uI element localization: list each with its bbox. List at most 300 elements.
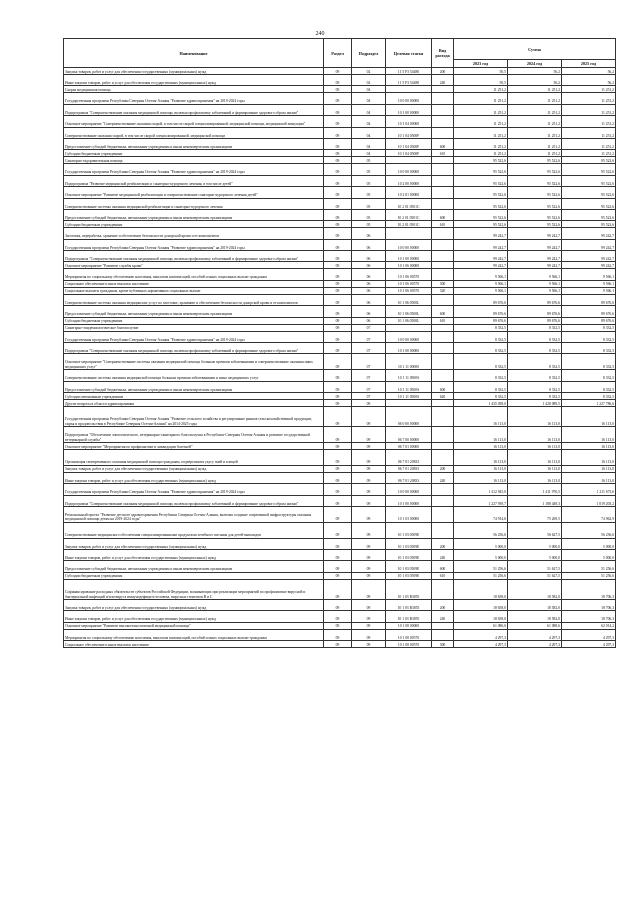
row-name: Социальное обеспечение и иные выплаты населению [64, 641, 324, 648]
row-sum-2025: 8 332,5 [562, 324, 616, 331]
row-sum-2024: 8 332,5 [508, 381, 562, 392]
row-sum-2024: 56 627,5 [508, 522, 562, 538]
row-sum-2024: 16 113,0 [508, 427, 562, 443]
row-sum-2025: 5 000,0 [562, 538, 616, 549]
row-subsection: 06 [352, 287, 386, 294]
col-header-subsection: Подраздел [352, 39, 386, 68]
row-target: 06 7 01 20833 [386, 465, 432, 472]
row-expense-type [432, 104, 454, 115]
row-subsection: 05 [352, 221, 386, 228]
row-target: 10 0 00 00000 [386, 93, 432, 104]
row-target: 10 1 00 00000 [386, 495, 432, 506]
row-sum-2023: 95 522,6 [454, 198, 508, 209]
table-row [64, 127, 616, 138]
row-sum-2024: 5 000,0 [508, 549, 562, 560]
row-sum-2024: 11 251,2 [508, 116, 562, 127]
row-expense-type [432, 269, 454, 280]
row-target: 10 1 08 00570 [386, 641, 432, 648]
row-subsection: 09 [352, 400, 386, 407]
row-section: 09 [324, 599, 352, 610]
row-subsection: 06 [352, 251, 386, 262]
table-row [64, 579, 616, 599]
table-row [64, 506, 616, 522]
row-expense-type [432, 93, 454, 104]
row-expense-type [432, 629, 454, 640]
row-expense-type [432, 294, 454, 305]
row-name: Совершенствование системы оказания медицинской реабилитации и санаторно-курортного лечения [64, 198, 324, 209]
table-row [64, 449, 616, 465]
row-sum-2025: 89 676,6 [562, 317, 616, 324]
row-expense-type [432, 175, 454, 186]
row-subsection: 07 [352, 370, 386, 381]
row-name: Совершенствование системы оказания медицинской помощи больным прочими заболеваниями и иных медицинских услуг [64, 370, 324, 381]
row-subsection: 06 [352, 317, 386, 324]
row-target [386, 228, 432, 239]
row-section: 09 [324, 400, 352, 407]
row-sum-2023: 89 676,6 [454, 294, 508, 305]
row-expense-type [432, 262, 454, 269]
row-section: 09 [324, 343, 352, 354]
row-sum-2024: 1 411 976,5 [508, 484, 562, 495]
row-target: 10 0 00 00000 [386, 239, 432, 250]
table-row [64, 522, 616, 538]
row-sum-2024: 95 522,6 [508, 209, 562, 220]
row-subsection: 06 [352, 294, 386, 305]
row-name: Основное мероприятие "Развитие службы крови" [64, 262, 324, 269]
row-section: 09 [324, 370, 352, 381]
row-name: Скорая медицинская помощь [64, 86, 324, 93]
row-name: Субсидии бюджетным учреждениям [64, 150, 324, 157]
row-sum-2025: 99 242,7 [562, 262, 616, 269]
row-section: 09 [324, 381, 352, 392]
row-target: 10 1 06 0500L [386, 317, 432, 324]
row-name: Заготовка, переработка, хранение и обеспечение безопасности донорской крови и ее компонентов [64, 228, 324, 239]
row-sum-2025: 95 522,6 [562, 187, 616, 198]
row-name: Иные закупки товаров, работ и услуг для обеспечения государственных (муниципальных) нужд [64, 611, 324, 622]
row-sum-2023: 9 566,1 [454, 269, 508, 280]
row-expense-type: 600 [432, 138, 454, 149]
table-row [64, 262, 616, 269]
row-sum-2024: 89 676,6 [508, 306, 562, 317]
row-expense-type [432, 495, 454, 506]
row-subsection: 09 [352, 495, 386, 506]
row-section: 09 [324, 629, 352, 640]
row-subsection: 05 [352, 164, 386, 175]
row-sum-2023: 11 251,2 [454, 116, 508, 127]
row-subsection: 09 [352, 561, 386, 572]
row-expense-type: 610 [432, 221, 454, 228]
row-section: 09 [324, 538, 352, 549]
row-section: 09 [324, 150, 352, 157]
row-section: 09 [324, 522, 352, 538]
table-row [64, 287, 616, 294]
row-sum-2025: 95 522,6 [562, 175, 616, 186]
table-row [64, 427, 616, 443]
row-section: 09 [324, 86, 352, 93]
row-sum-2023: 18 658,0 [454, 611, 508, 622]
row-name: Основное мероприятие "Совершенствование системы оказания медицинской помощи больным прочими заболеваниями и совершенствование оказания иных медицинских услуг" [64, 354, 324, 370]
row-sum-2023: 16 113,0 [454, 465, 508, 472]
row-target: 10 2 01 0501C [386, 198, 432, 209]
row-target: 06 7 01 00000 [386, 442, 432, 449]
row-expense-type [432, 484, 454, 495]
row-section: 09 [324, 138, 352, 149]
row-target: 10 2 01 00000 [386, 187, 432, 198]
row-subsection: 04 [352, 150, 386, 157]
table-row [64, 343, 616, 354]
row-sum-2024: 1 428 089,5 [508, 400, 562, 407]
row-sum-2023: 11 251,2 [454, 150, 508, 157]
row-section: 09 [324, 287, 352, 294]
row-target: 10 1 04 0500F [386, 138, 432, 149]
row-expense-type: 240 [432, 472, 454, 483]
row-subsection: 06 [352, 280, 386, 287]
row-sum-2024: 99 242,7 [508, 251, 562, 262]
row-sum-2023: 9 566,1 [454, 280, 508, 287]
row-sum-2023: 56 256,6 [454, 522, 508, 538]
row-sum-2025: 5 000,0 [562, 549, 616, 560]
row-sum-2025: 11 251,2 [562, 150, 616, 157]
row-sum-2024: 9 566,1 [508, 269, 562, 280]
row-sum-2023: 8 332,5 [454, 324, 508, 331]
row-name: Основное мероприятие "Развитие медицинской реабилитации и совершенствование санаторно-курортного лечения детей" [64, 187, 324, 198]
row-subsection: 09 [352, 572, 386, 579]
row-subsection: 09 [352, 622, 386, 629]
row-expense-type [432, 228, 454, 239]
row-subsection: 09 [352, 522, 386, 538]
row-sum-2025: 1 211 673,6 [562, 484, 616, 495]
row-target: 10 1 00 00000 [386, 104, 432, 115]
table-row [64, 75, 616, 86]
row-sum-2023: 8 332,5 [454, 331, 508, 342]
row-expense-type: 240 [432, 75, 454, 86]
row-sum-2024: 11 251,2 [508, 93, 562, 104]
row-subsection: 09 [352, 465, 386, 472]
row-name: Субсидии автономным учреждениям [64, 393, 324, 400]
row-name: Предоставление субсидий бюджетным, автономным учреждениям и иным некоммерческим организациям [64, 209, 324, 220]
row-sum-2023: 89 676,6 [454, 317, 508, 324]
row-sum-2025: 9 566,1 [562, 287, 616, 294]
row-name: Государственная программа Республики Северная Осетия-Алания "Развитие здравоохранения" на 2019-2024 годы [64, 239, 324, 250]
row-sum-2025: 4 297,3 [562, 641, 616, 648]
row-sum-2025: 8 332,5 [562, 343, 616, 354]
row-target: 10 2 01 0501C [386, 221, 432, 228]
row-target: 10 1 11 00000 [386, 354, 432, 370]
row-sum-2024: 5 000,0 [508, 538, 562, 549]
row-expense-type [432, 506, 454, 522]
row-sum-2025: 11 251,2 [562, 86, 616, 93]
row-target: 10 1 03 0509E [386, 549, 432, 560]
row-name: Подпрограмма "Совершенствование оказания медицинской помощи, включая профилактику заболеваний и формирование здорового образа жизни" [64, 495, 324, 506]
row-target: 10 1 08 00570 [386, 629, 432, 640]
row-subsection: 05 [352, 209, 386, 220]
row-name: Совершенствование оказания скорой, в том числе скорой специализированной, медицинской помощи [64, 127, 324, 138]
row-sum-2023: 16 113,0 [454, 442, 508, 449]
row-name: Основное мероприятие "Развитие высокотехнологичной медицинской помощи" [64, 622, 324, 629]
row-name: Иные закупки товаров, работ и услуг для обеспечения государственных (муниципальных) нужд [64, 75, 324, 86]
row-expense-type [432, 198, 454, 209]
table-row [64, 561, 616, 572]
row-expense-type [432, 407, 454, 427]
row-sum-2024: 95 522,6 [508, 187, 562, 198]
row-sum-2023: 8 332,5 [454, 354, 508, 370]
row-expense-type [432, 331, 454, 342]
row-sum-2025: 51 256,6 [562, 561, 616, 572]
row-section: 09 [324, 561, 352, 572]
row-subsection: 05 [352, 175, 386, 186]
table-row [64, 495, 616, 506]
row-expense-type: 620 [432, 393, 454, 400]
row-subsection: 04 [352, 138, 386, 149]
row-expense-type [432, 427, 454, 443]
row-sum-2025: 95 522,6 [562, 157, 616, 164]
row-sum-2023: 1 412 945,0 [454, 484, 508, 495]
row-expense-type: 200 [432, 465, 454, 472]
row-sum-2024: 51 627,5 [508, 572, 562, 579]
row-sum-2023: 11 251,2 [454, 93, 508, 104]
row-sum-2023: 4 297,3 [454, 641, 508, 648]
row-target: 06 7 01 20833 [386, 472, 432, 483]
row-sum-2025: 8 332,5 [562, 393, 616, 400]
row-sum-2025: 62 014,2 [562, 622, 616, 629]
table-row [64, 164, 616, 175]
row-name: Субсидии бюджетным учреждениям [64, 572, 324, 579]
row-sum-2024: 1 188 449,3 [508, 495, 562, 506]
row-expense-type [432, 343, 454, 354]
row-section: 09 [324, 427, 352, 443]
row-sum-2025: 56 256,6 [562, 522, 616, 538]
row-section: 09 [324, 239, 352, 250]
row-section: 09 [324, 221, 352, 228]
row-section: 09 [324, 187, 352, 198]
row-sum-2023: 16 113,0 [454, 407, 508, 427]
col-header-section: Раздел [324, 39, 352, 68]
row-section: 09 [324, 75, 352, 86]
row-sum-2025: 1 019 203,2 [562, 495, 616, 506]
row-sum-2025: 56,2 [562, 68, 616, 75]
row-sum-2024: 8 332,5 [508, 354, 562, 370]
row-sum-2024: 9 566,1 [508, 287, 562, 294]
row-name: Государственная программа Республики Северная Осетия-Алания "Развитие здравоохранения" на 2019-2024 годы [64, 331, 324, 342]
row-sum-2024: 8 332,5 [508, 343, 562, 354]
row-section: 09 [324, 331, 352, 342]
row-sum-2025: 16 113,0 [562, 465, 616, 472]
row-name: Закупка товаров, работ и услуг для обеспечения государственных (муниципальных) нужд [64, 465, 324, 472]
row-subsection: 09 [352, 506, 386, 522]
row-target: 10 0 00 00000 [386, 331, 432, 342]
row-expense-type: 600 [432, 306, 454, 317]
row-target: 10 1 11 0500S [386, 370, 432, 381]
row-target: 10 1 00 00000 [386, 251, 432, 262]
budget-table [63, 38, 616, 648]
row-subsection: 02 [352, 68, 386, 75]
row-sum-2023: 11 251,2 [454, 86, 508, 93]
row-sum-2024: 11 251,2 [508, 150, 562, 157]
row-target: 10 1 03 0509E [386, 538, 432, 549]
row-section: 09 [324, 68, 352, 75]
row-subsection: 06 [352, 239, 386, 250]
row-target: 10 1 06 00570 [386, 280, 432, 287]
row-sum-2024: 9 566,1 [508, 280, 562, 287]
row-sum-2023: 9 566,1 [454, 287, 508, 294]
row-section: 09 [324, 269, 352, 280]
row-sum-2024: 18 582,0 [508, 579, 562, 599]
row-sum-2023: 99 242,7 [454, 239, 508, 250]
row-section: 09 [324, 93, 352, 104]
row-subsection: 04 [352, 116, 386, 127]
row-name: Субсидии бюджетным учреждениям [64, 317, 324, 324]
row-sum-2024: 8 332,5 [508, 393, 562, 400]
row-subsection: 07 [352, 393, 386, 400]
row-target: 10 1 03 R3855 [386, 611, 432, 622]
row-name: Государственная программа Республики Северная Осетия-Алания "Развитие сельского хозяйства и регулирование рынков сельскохозяйственной продукции, сырья и продовольствия в Республике Северная Осетия-Алания" на 2014-2025 годы [64, 407, 324, 427]
row-expense-type: 300 [432, 280, 454, 287]
row-sum-2024: 4 297,3 [508, 641, 562, 648]
row-sum-2025: 56,2 [562, 75, 616, 86]
row-expense-type: 240 [432, 611, 454, 622]
row-sum-2023: 95 522,6 [454, 175, 508, 186]
table-row [64, 465, 616, 472]
row-subsection: 04 [352, 86, 386, 93]
row-section: 09 [324, 317, 352, 324]
row-subsection: 02 [352, 75, 386, 86]
row-expense-type: 610 [432, 317, 454, 324]
row-subsection: 09 [352, 538, 386, 549]
row-target: 10 1 03 00000 [386, 506, 432, 522]
row-subsection: 07 [352, 324, 386, 331]
row-sum-2025: 11 251,2 [562, 127, 616, 138]
table-row [64, 484, 616, 495]
row-name: Совершенствование системы оказания медицинских услуг по заготовке, хранению и обеспечению безопасности донорской крови и ее компонентов [64, 294, 324, 305]
row-section: 09 [324, 495, 352, 506]
row-expense-type [432, 86, 454, 93]
row-sum-2023: 11 251,2 [454, 104, 508, 115]
row-sum-2025: 74 962,9 [562, 506, 616, 522]
row-subsection: 04 [352, 104, 386, 115]
row-sum-2023: 99 242,7 [454, 262, 508, 269]
row-sum-2024: 95 522,6 [508, 221, 562, 228]
row-subsection: 09 [352, 611, 386, 622]
row-sum-2025: 1 227 786,6 [562, 400, 616, 407]
row-name: Закупка товаров, работ и услуг для обеспечения государственных (муниципальных) нужд [64, 538, 324, 549]
budget-table-sheet [63, 38, 615, 648]
row-sum-2024: 8 332,5 [508, 331, 562, 342]
row-sum-2024: 16 113,0 [508, 407, 562, 427]
row-sum-2025: 11 251,2 [562, 116, 616, 127]
row-section: 09 [324, 209, 352, 220]
row-expense-type [432, 116, 454, 127]
row-sum-2024: 18 582,0 [508, 611, 562, 622]
row-sum-2024: 89 676,6 [508, 294, 562, 305]
row-target [386, 157, 432, 164]
row-name: Социальные выплаты гражданам, кроме публичных нормативных социальных выплат [64, 287, 324, 294]
row-target: 10 1 06 00570 [386, 269, 432, 280]
row-name: Санитарно-эпидемиологическое благополучие [64, 324, 324, 331]
row-sum-2025: 11 251,2 [562, 104, 616, 115]
table-row [64, 251, 616, 262]
row-sum-2023: 95 522,6 [454, 209, 508, 220]
row-sum-2023: 8 332,5 [454, 393, 508, 400]
row-subsection: 04 [352, 127, 386, 138]
row-subsection: 09 [352, 549, 386, 560]
row-section: 09 [324, 228, 352, 239]
row-sum-2023: 5 000,0 [454, 538, 508, 549]
row-name: Закупка товаров, работ и услуг для обеспечения государственных (муниципальных) нужд [64, 599, 324, 610]
row-sum-2025: 89 676,6 [562, 306, 616, 317]
table-row [64, 407, 616, 427]
row-name: Санаторно-оздоровительная помощь [64, 157, 324, 164]
row-sum-2023: 51 256,6 [454, 561, 508, 572]
row-name: Закупка товаров, работ и услуг для обеспечения государственных (муниципальных) нужд [64, 68, 324, 75]
row-sum-2025: 16 113,0 [562, 472, 616, 483]
row-section: 09 [324, 641, 352, 648]
row-sum-2025: 18 706,3 [562, 579, 616, 599]
row-sum-2023: 95 522,6 [454, 164, 508, 175]
row-expense-type: 610 [432, 150, 454, 157]
row-sum-2023: 16 113,0 [454, 427, 508, 443]
row-name: Субсидии бюджетным учреждениям [64, 221, 324, 228]
table-row [64, 187, 616, 198]
row-target: 10 2 01 0501C [386, 209, 432, 220]
row-sum-2025: 16 113,0 [562, 449, 616, 465]
row-name: Региональный проект "Развитие детского здравоохранения Республики Северная Осетия-Алания, включая создание современной инфраструктуры оказания медицинской помощи детям на 2019-2024 годы" [64, 506, 324, 522]
row-sum-2025: 95 522,6 [562, 209, 616, 220]
row-name: Подпрограмма "Совершенствование оказания медицинской помощи, включая профилактику заболеваний и формирование здорового образа жизни" [64, 251, 324, 262]
row-name: Другие вопросы в области здравоохранения [64, 400, 324, 407]
row-sum-2023: 99 242,7 [454, 228, 508, 239]
row-expense-type [432, 164, 454, 175]
col-header-name: Наименование [64, 39, 324, 68]
row-name: Предоставление субсидий бюджетным, автономным учреждениям и иным некоммерческим организациям [64, 306, 324, 317]
row-name: Подпрограмма "Совершенствование оказания медицинской помощи, включая профилактику заболеваний и формирование здорового образа жизни" [64, 343, 324, 354]
row-name: Предоставление субсидий бюджетным, автономным учреждениям и иным некоммерческим организациям [64, 561, 324, 572]
row-section: 09 [324, 324, 352, 331]
row-expense-type: 320 [432, 287, 454, 294]
row-name: Мероприятия по социальному обеспечению населения, выплатам компенсаций, пособий и иных социальных выплат гражданам [64, 629, 324, 640]
row-section: 09 [324, 175, 352, 186]
row-target [386, 400, 432, 407]
row-expense-type [432, 127, 454, 138]
row-subsection: 05 [352, 187, 386, 198]
row-sum-2025: 18 706,3 [562, 599, 616, 610]
row-sum-2024: 11 251,2 [508, 104, 562, 115]
table-row [64, 86, 616, 93]
row-target: 10 1 03 R3855 [386, 579, 432, 599]
row-expense-type [432, 400, 454, 407]
row-sum-2023: 4 297,3 [454, 629, 508, 640]
table-row [64, 472, 616, 483]
row-target: 10 1 04 0500F [386, 150, 432, 157]
page-number: 240 [315, 31, 325, 37]
row-target: 10 1 11 0500S [386, 393, 432, 400]
row-sum-2024: 89 676,6 [508, 317, 562, 324]
row-section: 09 [324, 622, 352, 629]
row-section: 09 [324, 611, 352, 622]
row-target: 10 1 08 00000 [386, 622, 432, 629]
table-row [64, 209, 616, 220]
row-sum-2025: 16 113,0 [562, 407, 616, 427]
row-target: 10 1 03 R3855 [386, 599, 432, 610]
table-row [64, 93, 616, 104]
row-name: Государственная программа Республики Северная Осетия-Алания "Развитие здравоохранения" на 2019-2024 годы [64, 93, 324, 104]
row-name: Подпрограмма "Совершенствование оказания медицинской помощи, включая профилактику заболеваний и формирование здорового образа жизни" [64, 104, 324, 115]
row-section: 09 [324, 449, 352, 465]
table-row [64, 381, 616, 392]
table-row [64, 269, 616, 280]
row-name: Софинансирование расходных обязательств субъектов Российской Федерации, возникающих при реализации мероприятий по профилактике вирусной и бактериальной инфекций и/или вируса иммунодефицита человека, вирусных гепатитов В и С [64, 579, 324, 599]
row-sum-2023: 11 251,2 [454, 138, 508, 149]
row-sum-2025: 8 332,5 [562, 381, 616, 392]
